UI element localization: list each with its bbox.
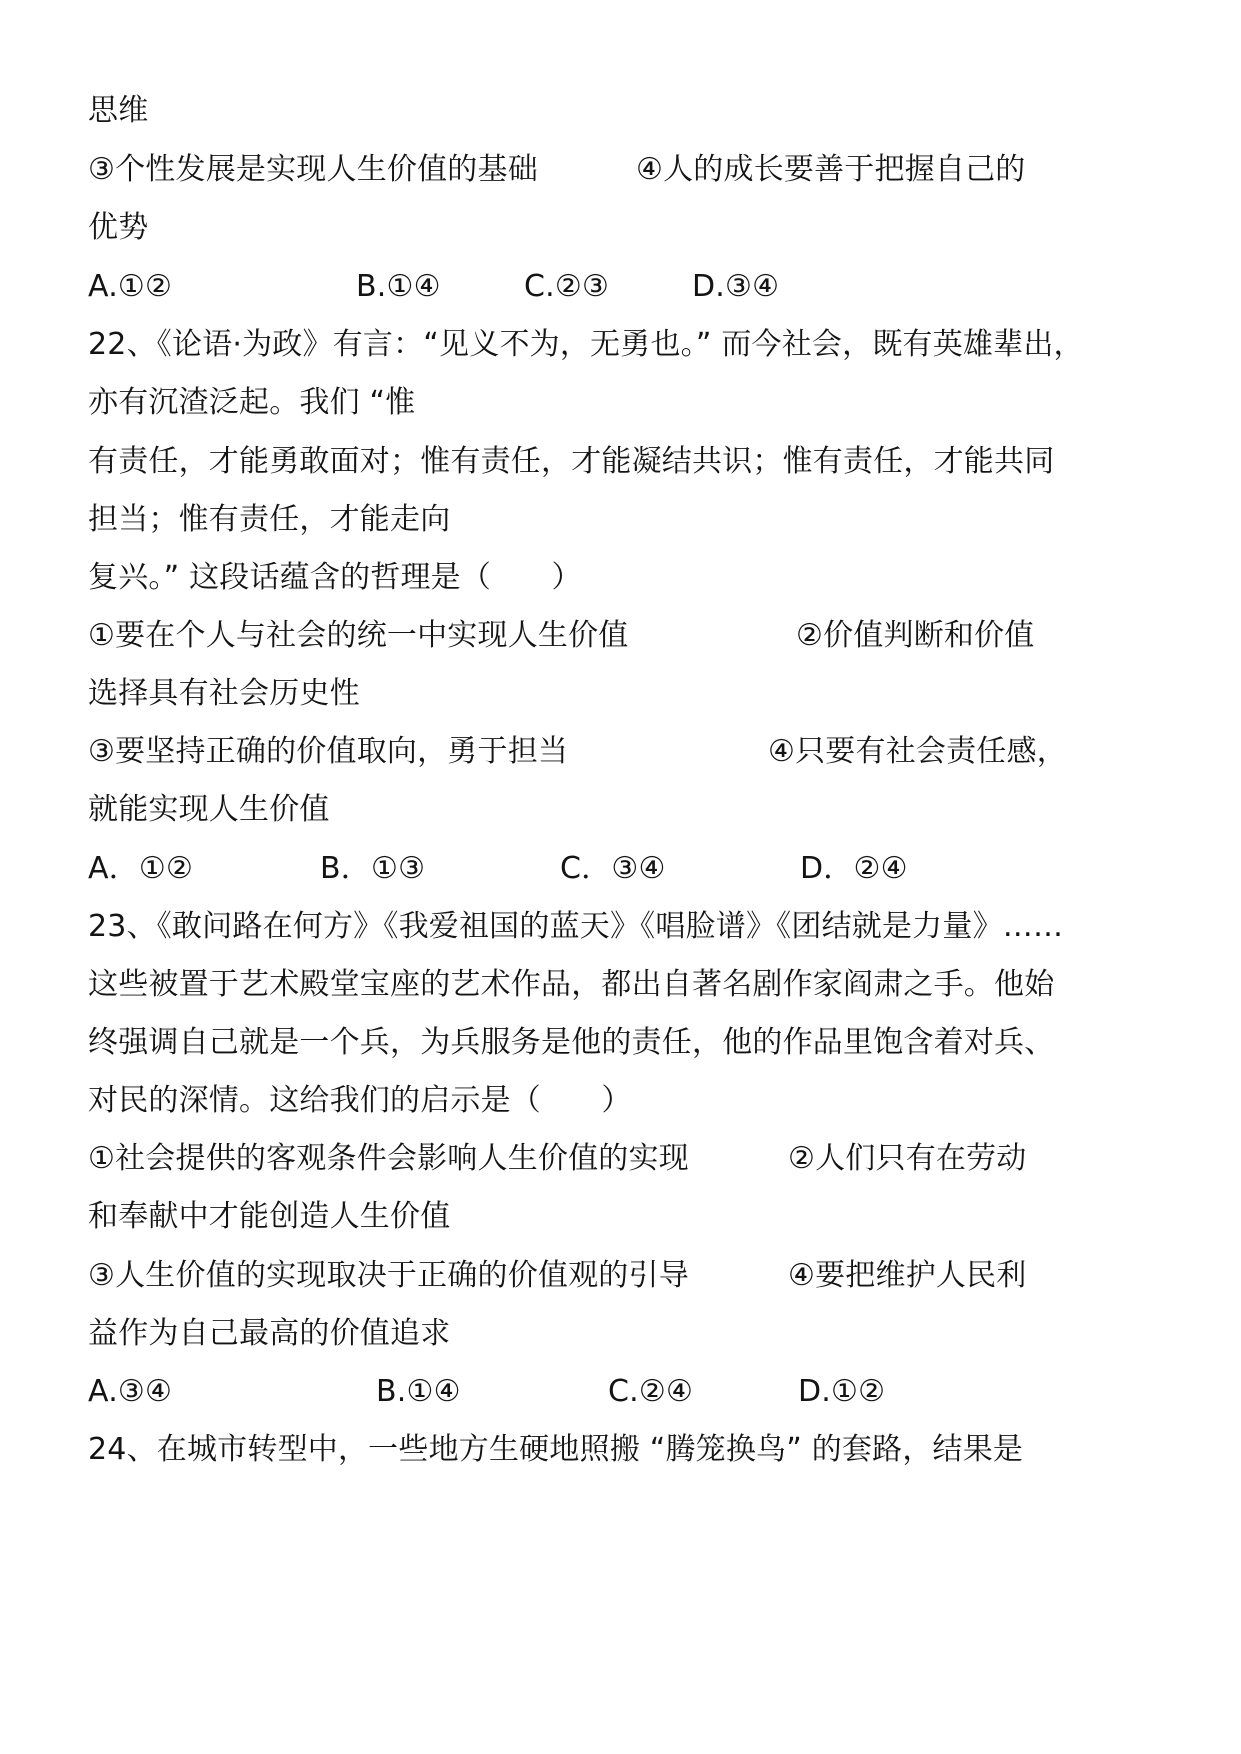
answer-choices-q21 [88,264,1148,310]
text-line: 和奉献中才能创造人生价值 [88,1199,451,1234]
choice-d: D．②④ [800,851,908,886]
choice-d: D.①② [798,1374,886,1409]
choice-a: A.①② [88,269,173,304]
choice-c: C.②③ [524,269,610,304]
text-line: 复兴。” 这段话蕴含的哲理是（ ） [88,560,582,595]
text-line: 对民的深情。这给我们的启示是（ ） [88,1083,632,1118]
option-4: ④只要有社会责任感， [768,734,1067,769]
option-4: ④人的成长要善于把握自己的 [636,152,1026,187]
option-3: ③要坚持正确的价值取向，勇于担当 [88,734,569,769]
choice-c: C．③④ [560,851,666,886]
question-24-stem: 24、在城市转型中，一些地方生硬地照搬 “腾笼换鸟” 的套路，结果是 [88,1432,1024,1467]
answer-choices-q23 [88,1369,1148,1415]
option-2: ②人们只有在劳动 [788,1141,1027,1176]
option-row [88,1136,1148,1182]
choice-b: B.①④ [376,1374,461,1409]
option-2: ②价值判断和价值 [796,618,1035,653]
choice-c: C.②④ [608,1374,694,1409]
choice-d: D.③④ [692,269,780,304]
option-row [88,613,1148,659]
answer-choices-q22 [88,846,1148,892]
text-line: 优势 [88,210,149,245]
text-line: 亦有沉渣泛起。我们 “惟 [88,385,416,420]
choice-a: A.③④ [88,1374,173,1409]
text-line: 就能实现人生价值 [88,792,330,827]
text-line: 终强调自己就是一个兵，为兵服务是他的责任，他的作品里饱含着对兵、 [88,1025,1055,1060]
option-row [88,1253,1148,1299]
option-1: ①要在个人与社会的统一中实现人生价值 [88,618,629,653]
option-3: ③个性发展是实现人生价值的基础 [88,152,538,187]
choice-b: B．①③ [320,851,426,886]
choice-b: B.①④ [356,269,441,304]
question-23-stem: 23、《敢问路在何方》《我爱祖国的蓝天》《唱脸谱》《团结就是力量》…… [88,909,1064,944]
option-4: ④要把维护人民利 [788,1258,1027,1293]
option-3: ③人生价值的实现取决于正确的价值观的引导 [88,1258,689,1293]
option-row [88,729,1148,775]
text-line: 有责任，才能勇敢面对；惟有责任，才能凝结共识；惟有责任，才能共同 [88,444,1055,479]
choice-a: A．①② [88,851,194,886]
question-22-stem: 22、《论语·为政》有言：“见义不为，无勇也。” 而今社会，既有英雄辈出， [88,327,1084,362]
option-1: ①社会提供的客观条件会影响人生价值的实现 [88,1141,689,1176]
text-line: 思维 [88,93,149,128]
option-row [88,147,1148,193]
text-line: 担当；惟有责任，才能走向 [88,502,451,537]
text-line: 这些被置于艺术殿堂宝座的艺术作品，都出自著名剧作家阎肃之手。他始 [88,967,1055,1002]
text-line: 益作为自己最高的价值追求 [88,1316,451,1351]
text-line: 选择具有社会历史性 [88,676,360,711]
